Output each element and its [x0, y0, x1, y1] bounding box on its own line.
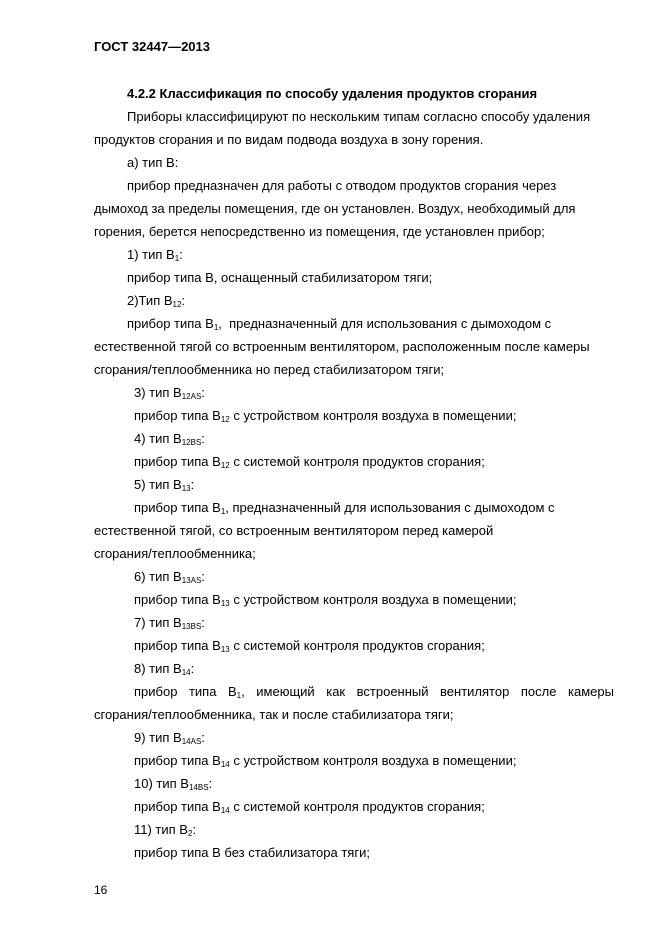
- type-b12-desc-line-2: естественной тягой со встроенным вентилятором, расположенным после камеры: [94, 339, 590, 354]
- type-b1-desc: прибор типа B, оснащенный стабилизатором тяги;: [127, 270, 433, 285]
- type-a-desc-line-1: прибор предназначен для работы с отводом продуктов сгорания через: [127, 178, 557, 193]
- type-b13bs-desc: прибор типа $B_{13}$ с системой контроля продуктов сгорания;: [134, 638, 485, 654]
- type-b12-label: 2)Тип $B_{12}$:: [127, 293, 186, 309]
- type-b14as-label: 9) тип $B_{14AS}$:: [134, 730, 205, 746]
- type-b13as-label: 6) тип $B_{13AS}$:: [134, 569, 205, 585]
- type-b1-label: 1) тип $B_1$:: [127, 247, 183, 263]
- type-b12bs-label: 4) тип $B_{12BS}$:: [134, 431, 205, 447]
- type-b12as-desc: прибор типа $B_{12}$ с устройством контроля воздуха в помещении;: [134, 408, 517, 424]
- type-b12-desc-line-1: прибор типа $B_1$, предназначенный для использования с дымоходом с: [127, 316, 552, 332]
- type-b12as-label: 3) тип $B_{12AS}$:: [134, 385, 205, 401]
- type-a-desc-line-2: дымоход за пределы помещения, где он установлен. Воздух, необходимый для: [94, 201, 576, 216]
- type-a-label: а) тип B:: [127, 155, 179, 170]
- section-number: 4.2.2: [127, 86, 156, 101]
- intro-line-2: продуктов сгорания и по видам подвода воздуха в зону горения.: [94, 132, 484, 147]
- section-heading: [127, 86, 537, 102]
- intro-line-1: Приборы классифицируют по нескольким типам согласно способу удаления: [127, 109, 591, 124]
- page-number: 16: [94, 883, 108, 897]
- type-b12bs-desc: прибор типа $B_{12}$ с системой контроля продуктов сгорания;: [134, 454, 485, 470]
- type-b13bs-label: 7) тип $B_{13BS}$:: [134, 615, 205, 631]
- type-b13-desc-line-3: сгорания/теплообменника;: [94, 546, 256, 561]
- type-b14-desc-line-2: сгорания/теплообменника, так и после стабилизатора тяги;: [94, 707, 454, 722]
- type-b13as-desc: прибор типа $B_{13}$ с устройством контроля воздуха в помещении;: [134, 592, 517, 608]
- type-b14as-desc: прибор типа $B_{14}$ с устройством контроля воздуха в помещении;: [134, 753, 517, 769]
- type-b2-desc: прибор типа B без стабилизатора тяги;: [134, 845, 370, 860]
- type-b2-label: 11) тип $B_2$:: [134, 822, 197, 838]
- type-b14bs-label: 10) тип $B_{14BS}$:: [134, 776, 213, 792]
- type-b12-desc-line-3: сгорания/теплообменника но перед стабилизатором тяги;: [94, 362, 445, 377]
- type-a-desc-line-3: горения, берется непосредственно из помещения, где установлен прибор;: [94, 224, 545, 239]
- type-b14-desc-line-1: прибор типа $B_1$, имеющий как встроенный вентилятор после камеры: [134, 684, 614, 700]
- section-title: Классификация по способу удаления продуктов сгорания: [159, 86, 538, 101]
- type-b13-desc-line-2: естественной тягой, со встроенным вентилятором перед камерой: [94, 523, 494, 538]
- type-b13-desc-line-1: прибор типа $B_1$, предназначенный для использования с дымоходом с: [134, 500, 555, 516]
- type-b14-label: 8) тип $B_{14}$:: [134, 661, 195, 677]
- type-b13-label: 5) тип $B_{13}$:: [134, 477, 195, 493]
- document-header: ГОСТ 32447—2013: [94, 39, 210, 54]
- type-b14bs-desc: прибор типа $B_{14}$ с системой контроля продуктов сгорания;: [134, 799, 485, 815]
